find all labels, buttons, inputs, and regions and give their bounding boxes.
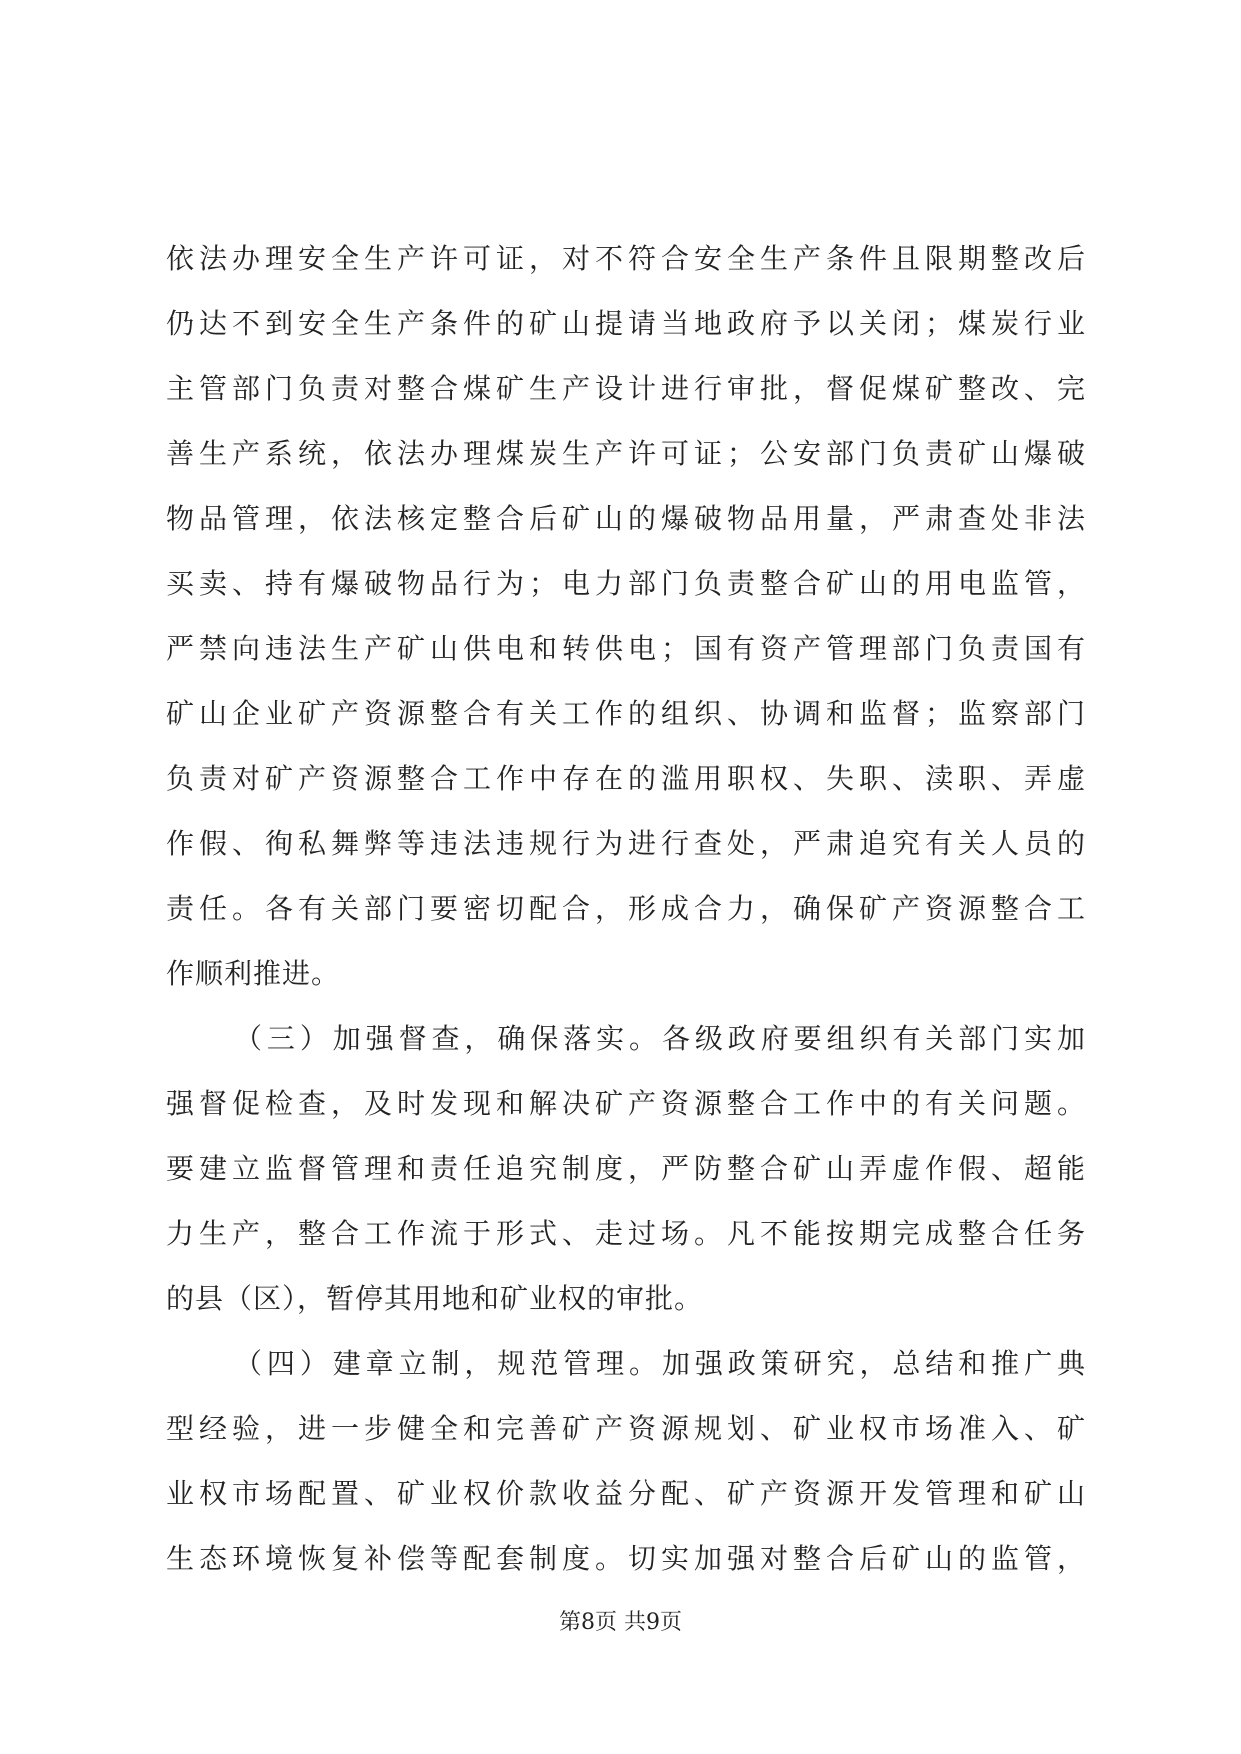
text-line: 力生产，整合工作流于形式、走过场。凡不能按期完成整合任务 (166, 1217, 1086, 1250)
text-line: 严禁向违法生产矿山供电和转供电；国有资产管理部门负责国有 (166, 632, 1086, 665)
text-line: 主管部门负责对整合煤矿生产设计进行审批，督促煤矿整改、完 (166, 372, 1086, 405)
text-line: 仍达不到安全生产条件的矿山提请当地政府予以关闭；煤炭行业 (166, 307, 1086, 340)
page-number-footer: 第8页 共9页 (559, 1610, 682, 1635)
text-line: 作顺利推进。 (166, 957, 341, 990)
text-line: 责任。各有关部门要密切配合，形成合力，确保矿产资源整合工 (166, 892, 1086, 925)
text-line: 业权市场配置、矿业权价款收益分配、矿产资源开发管理和矿山 (166, 1477, 1086, 1510)
text-line: 要建立监督管理和责任追究制度，严防整合矿山弄虚作假、超能 (166, 1152, 1086, 1185)
text-line: 依法办理安全生产许可证，对不符合安全生产条件且限期整改后 (166, 242, 1086, 275)
text-line: 型经验，进一步健全和完善矿产资源规划、矿业权市场准入、矿 (166, 1412, 1086, 1445)
text-line: 的县（区），暂停其用地和矿业权的审批。 (166, 1282, 704, 1315)
text-line: 作假、徇私舞弊等违法违规行为进行查处，严肃追究有关人员的 (166, 827, 1086, 860)
text-line: 矿山企业矿产资源整合有关工作的组织、协调和监督；监察部门 (166, 697, 1086, 730)
paragraph-heading-line: （三）加强督查，确保落实。各级政府要组织有关部门实加 (234, 1022, 1086, 1055)
text-line: 善生产系统，依法办理煤炭生产许可证；公安部门负责矿山爆破 (166, 437, 1086, 470)
document-body (166, 226, 1086, 1591)
text-line: 生态环境恢复补偿等配套制度。切实加强对整合后矿山的监管， (166, 1542, 1086, 1575)
text-line: 买卖、持有爆破物品行为；电力部门负责整合矿山的用电监管， (166, 567, 1086, 600)
text-line: 强督促检查，及时发现和解决矿产资源整合工作中的有关问题。 (166, 1087, 1086, 1120)
text-line: 负责对矿产资源整合工作中存在的滥用职权、失职、渎职、弄虚 (166, 762, 1086, 795)
text-line: 物品管理，依法核定整合后矿山的爆破物品用量，严肃查处非法 (166, 502, 1086, 535)
paragraph-heading-line: （四）建章立制，规范管理。加强政策研究，总结和推广典 (234, 1347, 1086, 1380)
